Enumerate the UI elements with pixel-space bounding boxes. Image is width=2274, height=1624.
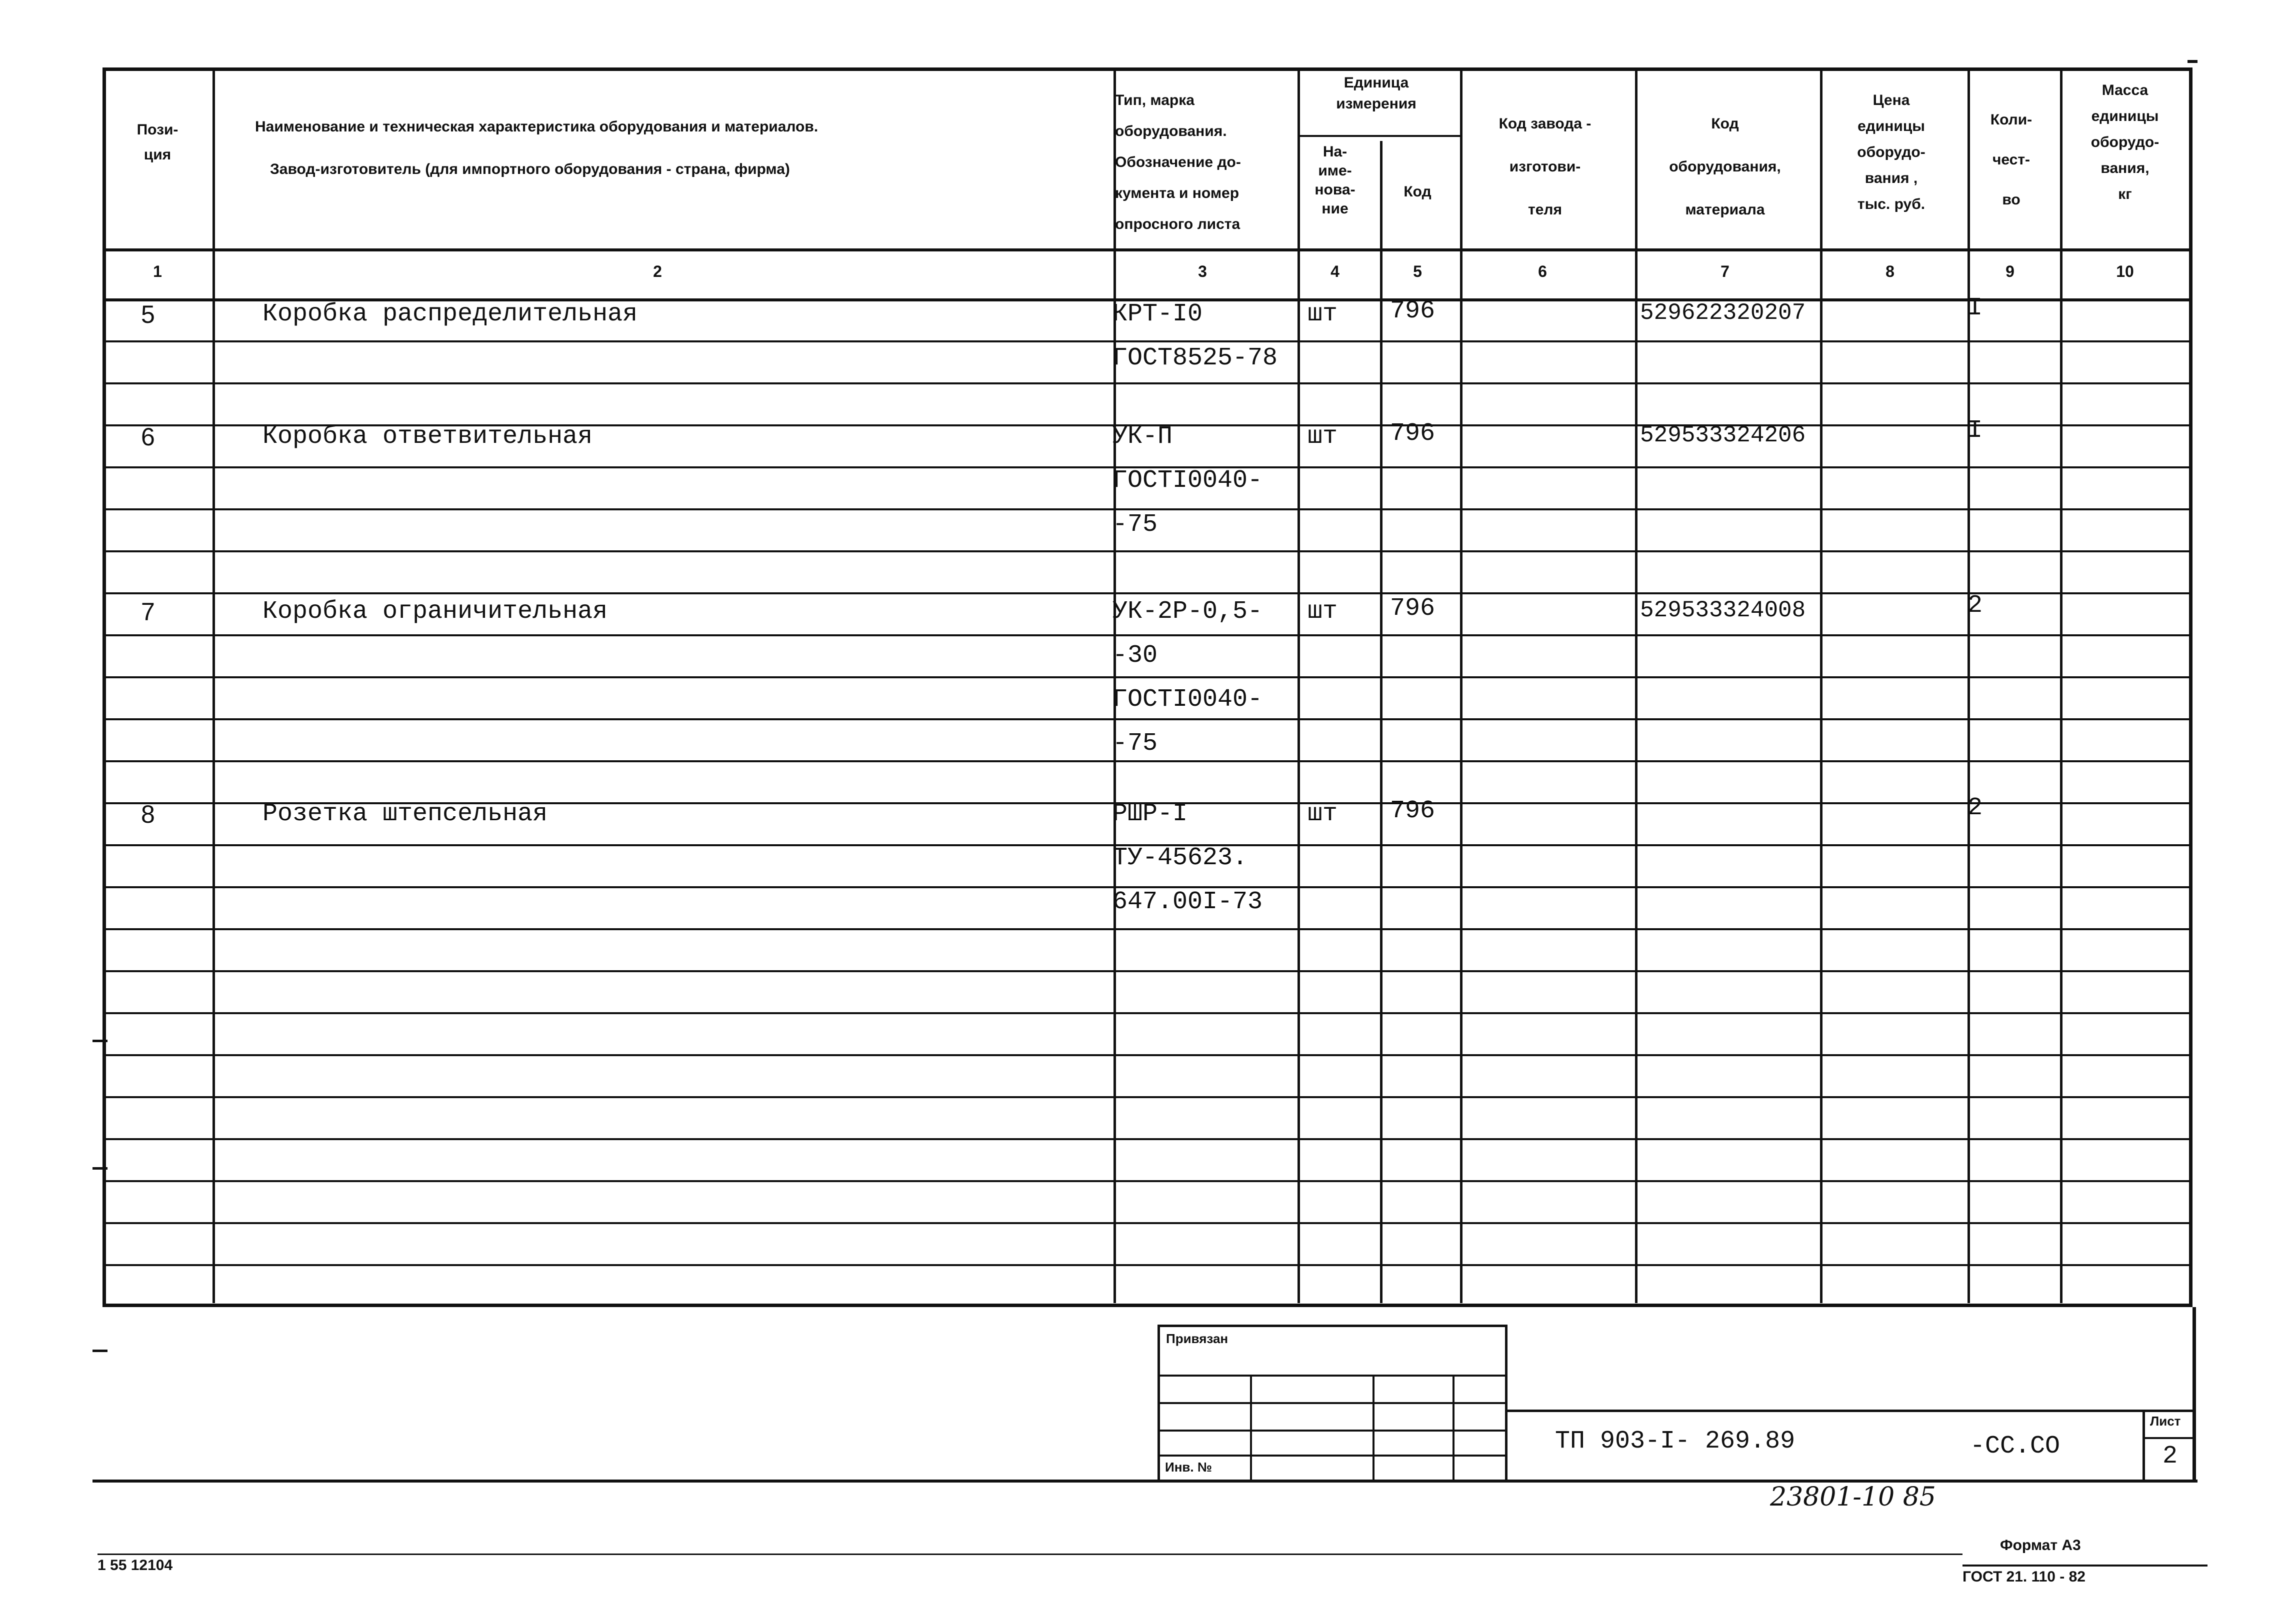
row-unit: шт — [1308, 597, 1338, 626]
header-price: Цена единицы оборудо- вания , тыс. руб. — [1857, 92, 1926, 212]
header-unit-code: Код — [1404, 183, 1432, 200]
column-number-7: 7 — [1720, 262, 1730, 280]
footer-format: Формат А3 — [2000, 1537, 2081, 1554]
header-mass: Масса единицы оборудо- вания, кг — [2090, 82, 2160, 202]
header-type: Тип, марка оборудования. Обозначение до- кумента и номер опросного листа — [1115, 92, 1241, 232]
row-name: Коробка ограничительная — [262, 597, 608, 626]
row-unit: шт — [1308, 300, 1338, 328]
row-type-line: ГОСТI0040- — [1112, 685, 1263, 714]
column-number-8: 8 — [1886, 262, 1894, 280]
row-position: 5 — [141, 300, 155, 328]
row-equipment-code: 529533324206 — [1640, 422, 1806, 448]
row-unit: шт — [1308, 422, 1338, 451]
header-factory-code: Код завода - изготови- теля — [1498, 115, 1592, 218]
column-number-2: 2 — [653, 262, 662, 280]
header-unit: Единица измерения — [1336, 74, 1416, 112]
sheet-number: 2 — [2162, 1442, 2178, 1471]
row-type-line: ГОСТI0040- — [1112, 466, 1263, 495]
document-code: ТП 903-I- 269.89 — [1555, 1427, 1796, 1456]
document-suffix: -СС.СО — [1970, 1432, 2060, 1461]
header-name-line1: Наименование и техническая характеристика оборудования и материалов. — [255, 118, 818, 135]
row-type-line: 647.00I-73 — [1112, 888, 1263, 916]
column-number-9: 9 — [2006, 262, 2014, 280]
column-number-3: 3 — [1198, 262, 1207, 280]
footer-gost: ГОСТ 21. 110 - 82 — [1962, 1569, 2086, 1585]
header-unit-name: На- име- нова- ние — [1314, 143, 1356, 217]
row-type-line: ТУ-45623. — [1112, 844, 1248, 872]
stamp-bound-block — [1158, 1325, 1508, 1482]
row-type-line: ГОСТ8525-78 — [1112, 344, 1278, 372]
column-number-6: 6 — [1538, 262, 1547, 280]
footer-left-code: 1 55 12104 — [98, 1557, 173, 1574]
row-name: Розетка штепсельная — [262, 800, 548, 828]
row-quantity: I — [1968, 416, 1983, 445]
column-number-1: 1 — [153, 262, 162, 280]
row-unit-code: 796 — [1390, 297, 1436, 325]
row-type-line: -30 — [1112, 641, 1158, 670]
row-unit-code: 796 — [1390, 594, 1436, 623]
row-unit-code: 796 — [1390, 797, 1436, 825]
row-type-line: УК-П — [1112, 422, 1173, 451]
column-number-10: 10 — [2116, 262, 2134, 280]
row-type-line: -75 — [1112, 729, 1158, 758]
row-quantity: 2 — [1968, 591, 1983, 620]
row-equipment-code: 529622320207 — [1640, 300, 1806, 326]
row-position: 8 — [141, 800, 155, 828]
row-position: 7 — [141, 598, 155, 626]
header-equipment-code: Код оборудования, материала — [1669, 115, 1781, 218]
column-number-4: 4 — [1330, 262, 1340, 280]
stamp-bound-label: Привязан — [1166, 1331, 1228, 1346]
stamp-inventory-label: Инв. № — [1165, 1460, 1212, 1475]
sheet-label: Лист — [2150, 1414, 2181, 1429]
row-quantity: I — [1968, 294, 1983, 322]
column-number-5: 5 — [1413, 262, 1422, 280]
header-position: Пози- ция — [136, 121, 178, 163]
row-type-line: -75 — [1112, 510, 1158, 539]
row-unit: шт — [1308, 800, 1338, 828]
row-position: 6 — [141, 423, 155, 451]
row-unit-code: 796 — [1390, 419, 1436, 448]
row-type-line: УК-2Р-0,5- — [1112, 597, 1263, 626]
row-name: Коробка ответвительная — [262, 422, 593, 451]
row-name: Коробка распределительная — [262, 300, 638, 328]
header-name-line2: Завод-изготовитель (для импортного оборудования - страна, фирма) — [270, 161, 790, 177]
row-type-line: РШР-I — [1112, 800, 1188, 828]
row-quantity: 2 — [1968, 794, 1983, 822]
row-type-line: КРТ-I0 — [1112, 300, 1203, 328]
row-equipment-code: 529533324008 — [1640, 597, 1806, 623]
header-quantity: Коли- чест- во — [1990, 111, 2032, 208]
handwritten-note: 23801-10 85 — [1770, 1482, 1936, 1512]
